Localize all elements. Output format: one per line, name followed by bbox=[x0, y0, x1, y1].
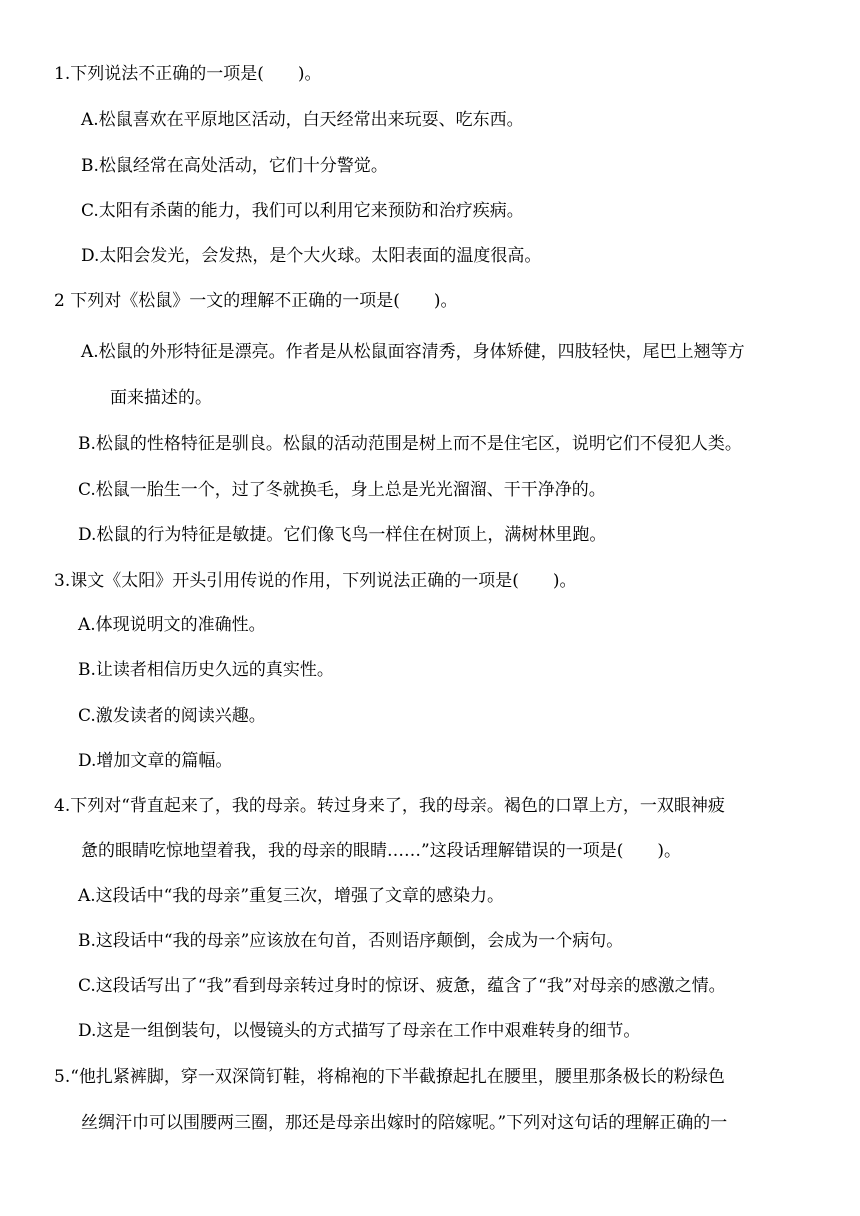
option-a: A.松鼠喜欢在平原地区活动，白天经常出来玩耍、吃东西。 bbox=[81, 110, 524, 130]
option-d: D.松鼠的行为特征是敏捷。它们像飞鸟一样住在树顶上，满树林里跑。 bbox=[78, 525, 607, 545]
question-stem-continued: 惫的眼睛吃惊地望着我，我的母亲的眼睛……”这段话理解错误的一项是( )。 bbox=[81, 841, 681, 861]
option-a: A.松鼠的外形特征是漂亮。作者是从松鼠面容清秀，身体矫健，四肢轻快，尾巴上翘等方 bbox=[81, 342, 745, 362]
option-a-continued: 面来描述的。 bbox=[110, 388, 212, 408]
question-stem-continued: 丝绸汗巾可以围腰两三圈，那还是母亲出嫁时的陪嫁呢。”下列对这句话的理解正确的一 bbox=[81, 1113, 728, 1133]
option-a: A.体现说明文的准确性。 bbox=[78, 615, 266, 635]
option-d: D.这是一组倒装句，以慢镜头的方式描写了母亲在工作中艰难转身的细节。 bbox=[78, 1021, 641, 1041]
option-a: A.这段话中“我的母亲”重复三次，增强了文章的感染力。 bbox=[78, 886, 505, 906]
question-stem: 2 下列对《松鼠》一文的理解不正确的一项是( )。 bbox=[54, 291, 458, 311]
question-stem: 1.下列说法不正确的一项是( )。 bbox=[54, 64, 322, 84]
option-c: C.太阳有杀菌的能力，我们可以利用它来预防和治疗疾病。 bbox=[81, 201, 524, 221]
option-c: C.松鼠一胎生一个，过了冬就换毛，身上总是光光溜溜、干干净净的。 bbox=[78, 480, 606, 500]
option-d: D.增加文章的篇幅。 bbox=[78, 751, 233, 771]
option-c: C.这段话写出了“我”看到母亲转过身时的惊讶、疲惫，蕴含了“我”对母亲的感激之情。 bbox=[78, 976, 726, 996]
option-c: C.激发读者的阅读兴趣。 bbox=[78, 706, 266, 726]
option-b: B.这段话中“我的母亲”应该放在句首，否则语序颠倒，会成为一个病句。 bbox=[78, 931, 624, 951]
question-stem: 4.下列对“背直起来了，我的母亲。转过身来了，我的母亲。褐色的口罩上方，一双眼神疲 bbox=[54, 796, 725, 816]
option-b: B.松鼠的性格特征是驯良。松鼠的活动范围是树上而不是住宅区，说明它们不侵犯人类。 bbox=[78, 434, 742, 454]
option-b: B.松鼠经常在高处活动，它们十分警觉。 bbox=[81, 156, 388, 176]
option-d: D.太阳会发光，会发热，是个大火球。太阳表面的温度很高。 bbox=[81, 246, 542, 266]
question-stem: 5.“他扎紧裤脚，穿一双深筒钉鞋，将棉袍的下半截撩起扎在腰里，腰里那条极长的粉绿色 bbox=[54, 1067, 725, 1087]
question-stem: 3.课文《太阳》开头引用传说的作用，下列说法正确的一项是( )。 bbox=[54, 571, 577, 591]
option-b: B.让读者相信历史久远的真实性。 bbox=[78, 660, 334, 680]
